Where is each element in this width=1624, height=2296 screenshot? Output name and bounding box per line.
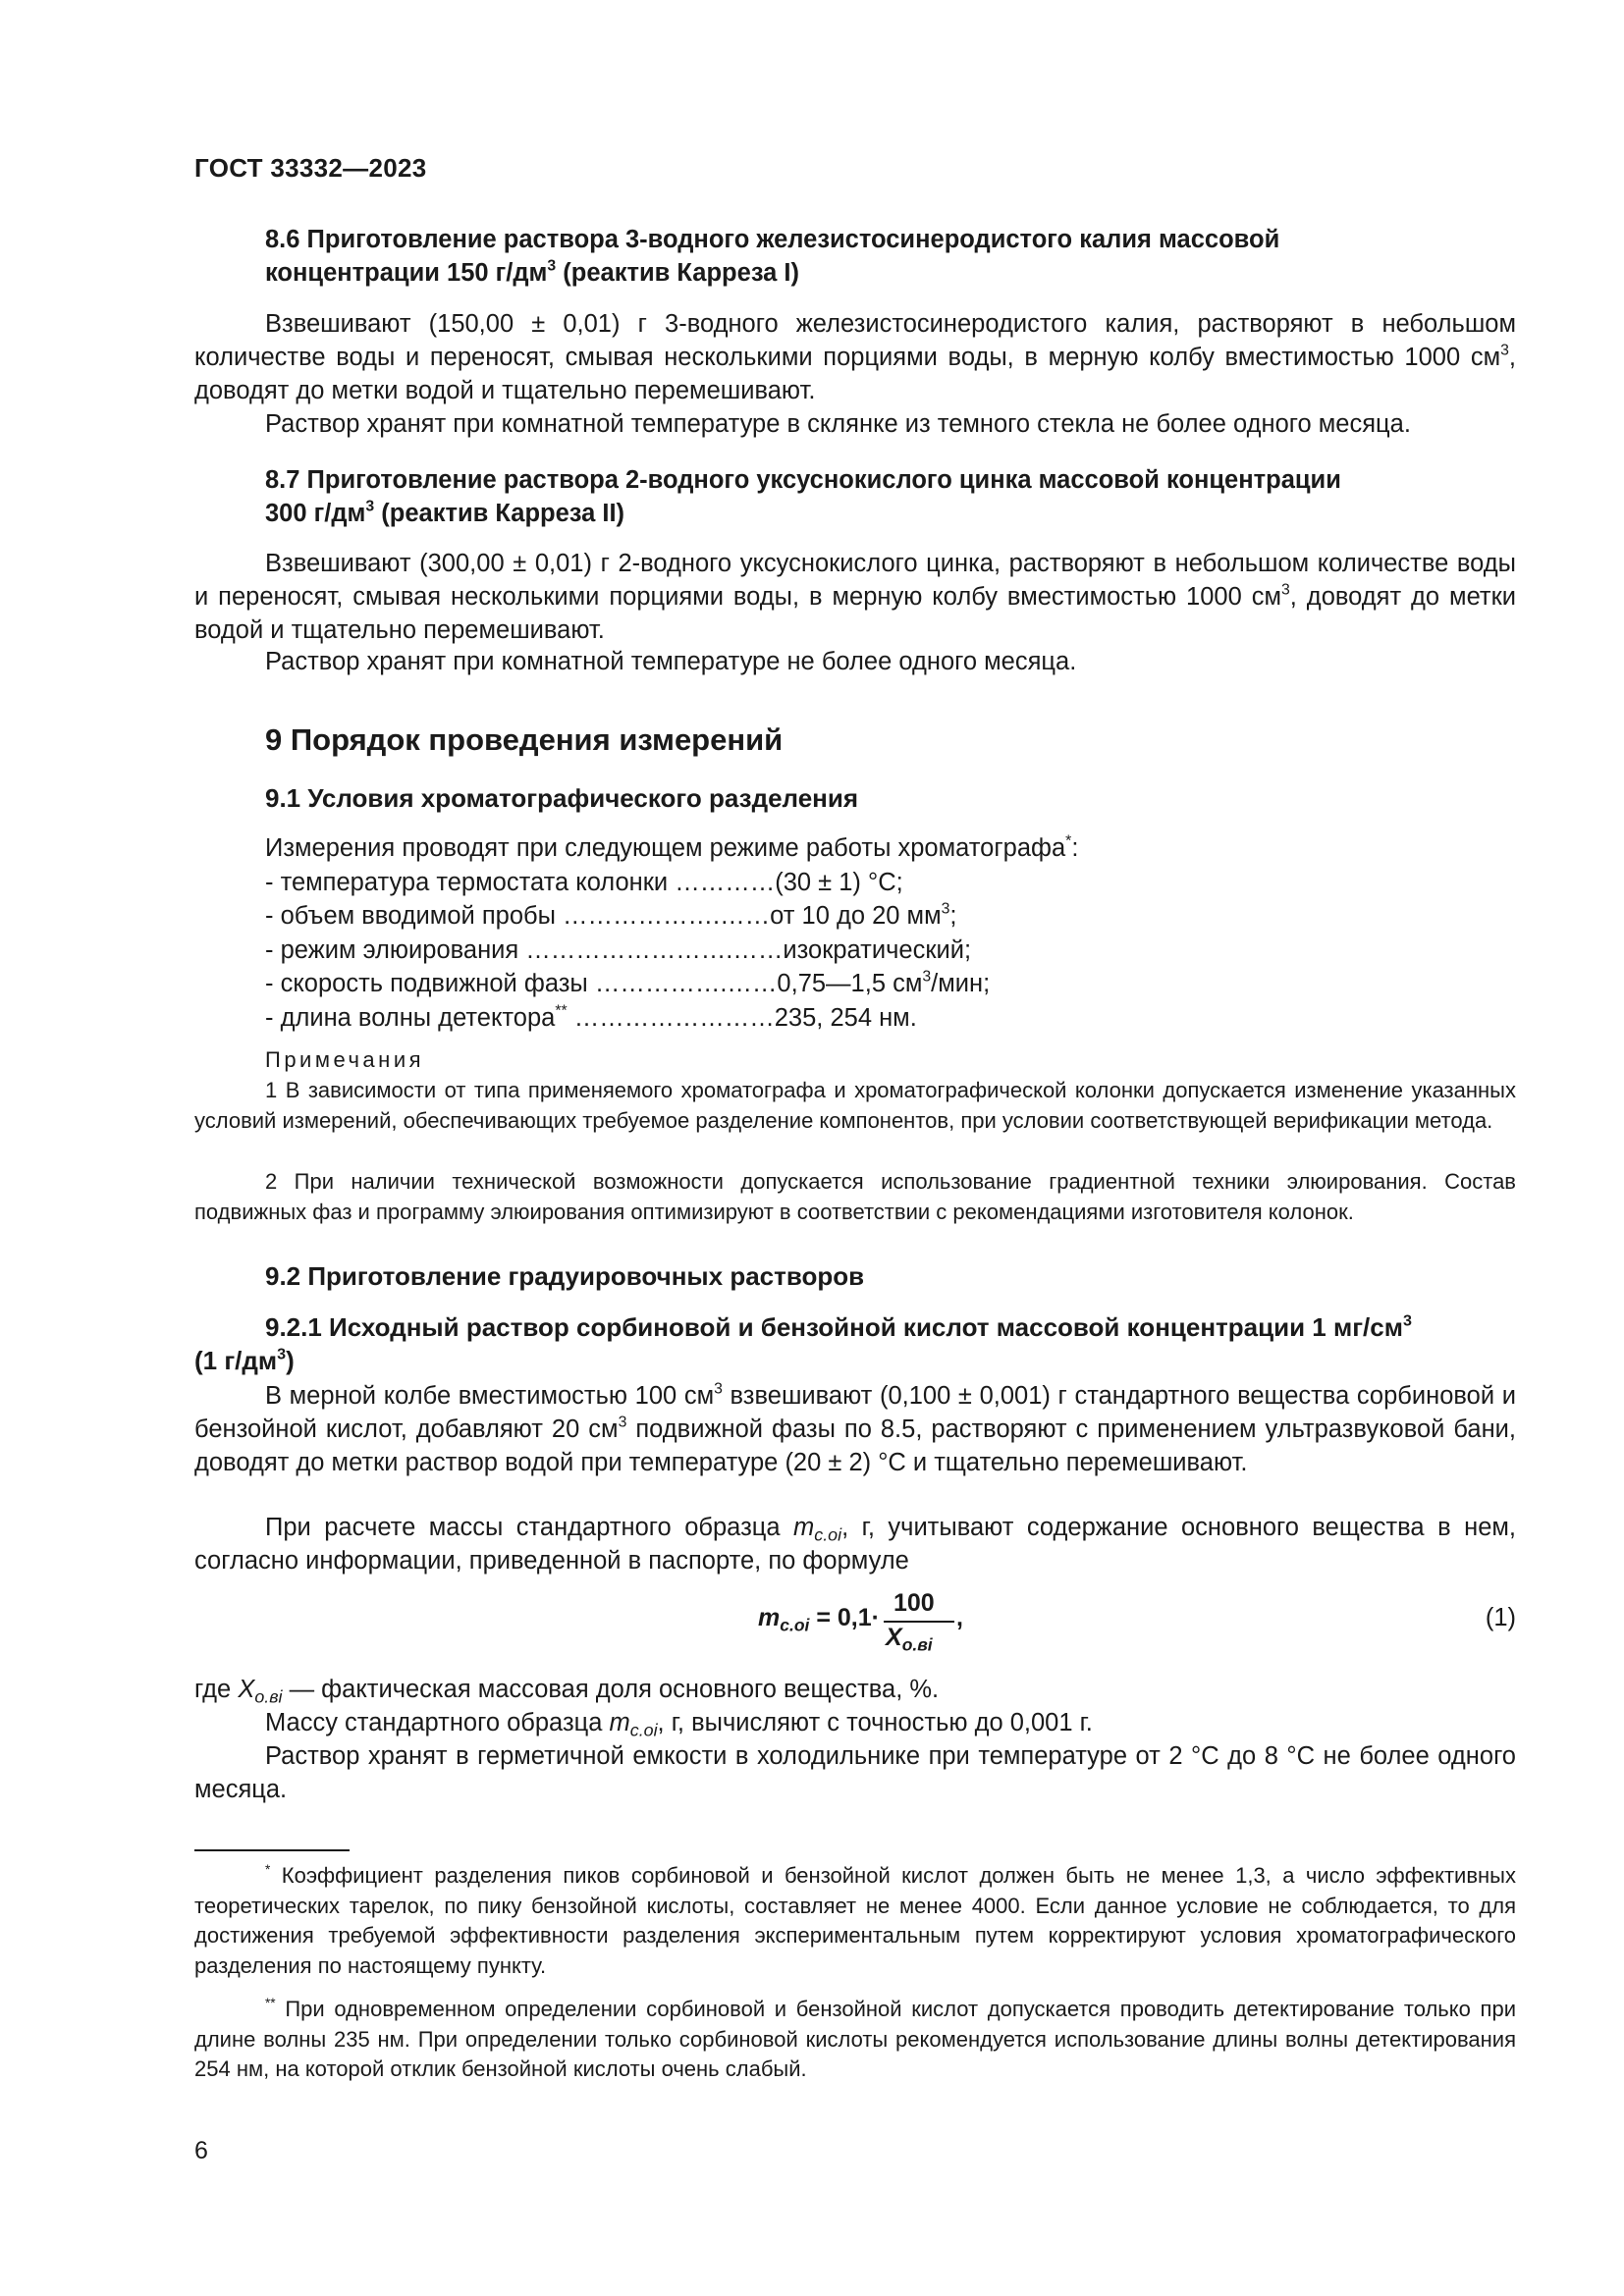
formula-1 — [194, 1589, 1516, 1655]
subscript: c.oi — [780, 1615, 810, 1635]
section-9-title: 9 Порядок проведения измерений — [265, 722, 784, 757]
section-8-6-paragraph-1 — [194, 307, 1516, 407]
section-8-7-title-line2: 300 г/дм — [265, 500, 366, 527]
section-8-6-paragraph-2: Раствор хранят при комнатной температуре в склянке из темного стекла не более одного месяца. — [265, 410, 1411, 438]
section-9-2-1-paragraph-1 — [194, 1379, 1516, 1479]
text: Взвешивают (300,00 ± 0,01) г 2-водного уксуснокислого цинка, растворяют в небольшом количестве воды и переносят, смывая несколькими порциями воды, в мерную колбу вместимостью 1000 см — [194, 550, 1516, 611]
document-header: ГОСТ 33332—2023 — [194, 153, 427, 183]
text: : — [1071, 834, 1079, 862]
text: подвижной фазы по 8.5, растворяют с применением ультразвуковой бани, доводят до метки раствор водой при температуре (20 ± 2) °С и тщательно перемешивают. — [194, 1415, 1516, 1476]
footnote-2 — [194, 1995, 1516, 2085]
text: - длина волны детектора — [265, 1003, 556, 1032]
formula-numerator: 100 — [893, 1589, 935, 1617]
section-8-7-paragraph-2: Раствор хранят при комнатной температуре не более одного месяца. — [265, 648, 1077, 675]
section-8-7-paragraph-1 — [194, 547, 1516, 647]
superscript: 3 — [922, 968, 932, 986]
section-8-7-title-line1: 8.7 Приготовление раствора 2-водного уксуснокислого цинка массовой концентрации — [265, 466, 1341, 494]
formula-explanation — [194, 1673, 1516, 1706]
text: 9.2.1 Исходный раствор сорбиновой и бензойной кислот массовой концентрации 1 мг/см — [265, 1312, 1403, 1342]
superscript: 3 — [1500, 342, 1509, 359]
text: - объем вводимой пробы ……………….……от 10 до 20 мм — [265, 902, 942, 930]
section-8-7-title — [194, 463, 1516, 530]
text: , доводят до метки водой и тщательно перемешивают. — [194, 583, 1516, 644]
list-item — [265, 899, 1078, 934]
note-2: 2 При наличии технической возможности допускается использование градиентной техники элюирования. Состав подвижных фаз и программу элюирования оптимизируют в соответствии с рекомендациями изготовителя колонок. — [194, 1169, 1516, 1224]
list-item — [265, 967, 1078, 1001]
list-item: - температура термостата колонки …………(30 ± 1) °С; — [265, 868, 903, 896]
measurement-conditions-list — [265, 831, 1078, 1035]
section-9-2-1-title — [194, 1310, 1516, 1377]
superscript: 3 — [547, 257, 557, 275]
footnote-separator — [194, 1849, 350, 1851]
formula-comma: , — [956, 1604, 963, 1631]
math-symbol: m — [793, 1514, 815, 1541]
text: , г, учитывают содержание основного вещества в нем, согласно информации, приведенной в паспорте, по формуле — [194, 1514, 1516, 1575]
superscript: 3 — [277, 1345, 287, 1363]
superscript: 3 — [941, 900, 950, 918]
text: взвешивают (0,100 ± 0,001) г стандартного вещества сорбиновой и бензойной кислот, добавляют 20 см — [194, 1382, 1516, 1443]
text: ……………………235, 254 нм. — [567, 1003, 917, 1032]
math-symbol: m — [609, 1709, 630, 1736]
section-9-2-title: 9.2 Приготовление градуировочных растворов — [265, 1261, 865, 1291]
text: ; — [949, 902, 957, 930]
superscript: 3 — [1281, 581, 1290, 599]
section-9-2-1-paragraph-2 — [194, 1511, 1516, 1577]
subscript: c.oi — [814, 1524, 842, 1545]
footnote-ref: * — [1065, 832, 1072, 850]
footnote-ref: ** — [555, 1002, 568, 1020]
text: В мерной колбе вместимостью 100 см — [265, 1382, 715, 1410]
section-8-6-title-line2-end: (реактив Карреза I) — [556, 259, 799, 287]
note-1: 1 В зависимости от типа применяемого хроматографа и хроматографической колонки допускается изменение указанных условий измерений, обеспечивающих требуемое разделение компонентов, при условии соответствующей верификации метода. — [194, 1078, 1516, 1133]
superscript: 3 — [1402, 1311, 1412, 1330]
notes-title: Примечания — [265, 1047, 425, 1072]
page-number: 6 — [194, 2137, 208, 2164]
math-symbol: m — [758, 1604, 781, 1631]
text: Коэффициент разделения пиков сорбиновой и бензойной кислот должен быть не менее 1,3, а число эффективных теоретических тарелок, по пику бензойной кислоты, составляет не менее 4000. Если данное условие не соблюдается, то для достижения требуемой эффективности разделения экспериментальным путем корректируют условия хроматографического разделения по настоящему пункту. — [194, 1863, 1516, 1978]
section-8-6-title-line2: концентрации 150 г/дм — [265, 259, 548, 287]
subscript: o.вi — [901, 1634, 933, 1655]
text: ) — [286, 1346, 295, 1375]
footnote-1 — [194, 1861, 1516, 1981]
section-8-6-title-line1: 8.6 Приготовление раствора 3-водного железистосинеродистого калия массовой — [265, 226, 1280, 253]
section-8-7-title-line2-end: (реактив Карреза II) — [374, 500, 625, 527]
text: , доводят до метки водой и тщательно перемешивают. — [194, 344, 1516, 404]
list-item: - режим элюирования …………………….……изократический; — [265, 935, 972, 964]
section-8-6-title — [194, 223, 1516, 290]
list-item — [265, 1001, 1078, 1036]
text: — фактическая массовая доля основного вещества, %. — [282, 1676, 940, 1703]
subscript: o.вi — [254, 1686, 283, 1707]
section-9-1-title: 9.1 Условия хроматографического разделения — [265, 783, 859, 813]
math-symbol: X — [238, 1676, 255, 1703]
section-9-2-1-paragraph-3 — [194, 1706, 1516, 1739]
formula-number: (1) — [1485, 1604, 1516, 1631]
text: где — [194, 1676, 239, 1703]
text: При одновременном определении сорбиновой и бензойной кислот допускается проводить детектирование только при длине волны 235 нм. При определении только сорбиновой кислоты рекомендуется использование длины волны детектирования 254 нм, на которой отклик бензойной кислоты очень слабый. — [194, 1997, 1516, 2081]
footnote-marker: ** — [265, 1996, 276, 2011]
list-intro — [265, 831, 1078, 866]
text: При расчете массы стандартного образца — [265, 1514, 794, 1541]
text: Массу стандартного образца — [265, 1709, 610, 1736]
subscript: c.oi — [629, 1720, 658, 1740]
superscript: 3 — [618, 1414, 627, 1431]
footnote-marker: * — [265, 1862, 271, 1878]
text: (1 г/дм — [194, 1346, 278, 1375]
text: - скорость подвижной фазы …………….……0,75—1,5 см — [265, 970, 923, 997]
text: Взвешивают (150,00 ± 0,01) г 3-водного железистосинеродистого калия, растворяют в небольшом количестве воды и переносят, смывая несколькими порциями воды, в мерную колбу вместимостью 1000 см — [194, 310, 1516, 371]
section-9-2-1-paragraph-4: Раствор хранят в герметичной емкости в холодильнике при температуре от 2 °С до 8 °С не более одного месяца. — [194, 1742, 1516, 1803]
text: , г, вычисляют с точностью до 0,001 г. — [657, 1709, 1093, 1736]
text: /мин; — [931, 970, 991, 997]
superscript: 3 — [365, 498, 375, 515]
formula-denominator — [886, 1624, 933, 1655]
text: = 0,1· — [809, 1604, 880, 1631]
formula-lhs — [758, 1604, 880, 1635]
fraction-bar — [884, 1621, 954, 1623]
math-symbol: X — [886, 1624, 902, 1651]
superscript: 3 — [714, 1380, 723, 1398]
text: Измерения проводят при следующем режиме работы хроматографа — [265, 834, 1066, 862]
